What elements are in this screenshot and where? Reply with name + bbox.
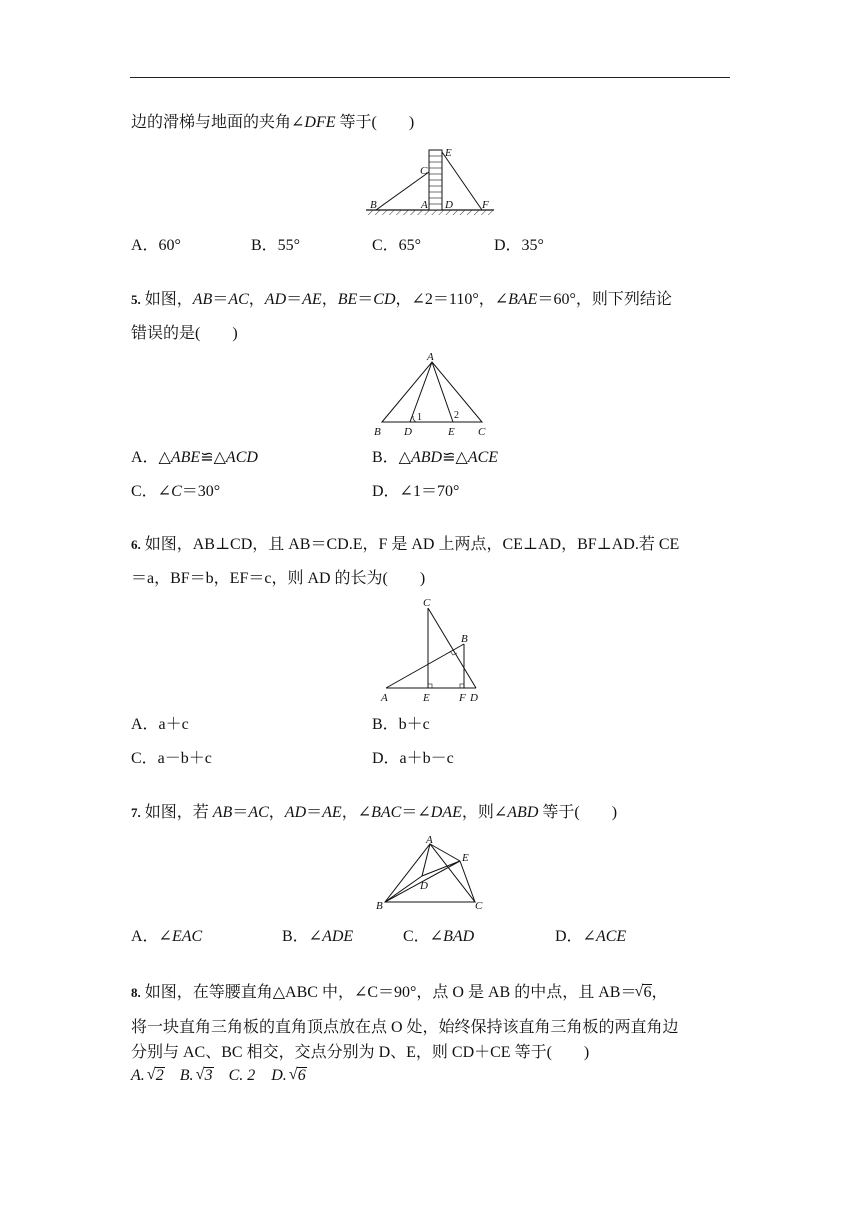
q5-label-E: E [448, 426, 455, 438]
q4-label-B: B [370, 199, 377, 211]
q6-label-B: B [461, 633, 468, 645]
q8-stem-line2: 将一块直角三角板的直角顶点放在点 O 处，始终保持该直角三角板的两直角边 [131, 1019, 679, 1036]
q5-label-2: 2 [454, 410, 459, 421]
q8-option-c: C. 2 [228, 1067, 256, 1084]
q7-label-E: E [462, 852, 469, 864]
q7-option-b: B．∠ADE [282, 928, 354, 945]
q4-label-E: E [445, 147, 452, 159]
q5-label-D: D [404, 426, 412, 438]
q4-label-A: A [421, 199, 428, 211]
q6-stem-line1: 6. 如图，AB⊥CD，且 AB＝CD.E，F 是 AD 上两点，CE⊥AD，BF⊥AD.若 CE [131, 536, 680, 553]
q4-option-d: D．35° [494, 237, 544, 254]
q6-option-b: B．b＋c [372, 716, 430, 733]
q6-stem-line2: ＝a，BF＝b，EF＝c，则 AD 的长为( ) [131, 570, 426, 587]
q5-stem-line2: 错误的是( ) [131, 325, 238, 342]
q5-option-d: D．∠1＝70° [372, 483, 460, 500]
q6-option-a: A．a＋c [131, 716, 189, 733]
q6-label-D: D [470, 692, 478, 704]
q4-label-D: D [445, 199, 453, 211]
q6-label-A: A [381, 692, 388, 704]
q7-label-B: B [376, 900, 383, 912]
q4-stem: 边的滑梯与地面的夹角∠DFE 等于( ) [131, 114, 415, 131]
q8-option-b: B. √ 3 [180, 1067, 213, 1084]
q4-label-F: F [482, 199, 489, 211]
q5-option-b: B．△ABD≌△ACE [372, 449, 499, 466]
q7-figure [370, 834, 490, 914]
q5-option-c: C．∠C＝30° [131, 483, 221, 500]
q6-figure [378, 596, 488, 706]
q7-option-a: A．∠EAC [131, 928, 203, 945]
q7-label-C: C [475, 900, 483, 912]
q8-stem-line1: 8. 如图，在等腰直角△ABC 中，∠C＝90°，点 O 是 AB 的中点，且 AB＝√ 6， [131, 985, 667, 1001]
q7-label-D: D [420, 880, 428, 892]
q5-label-1: 1 [417, 412, 422, 423]
q7-option-d: D．∠ACE [555, 928, 627, 945]
q5-label-C: C [478, 426, 486, 438]
q6-label-C: C [423, 597, 431, 609]
q4-label-C: C [420, 165, 428, 177]
q5-label-B: B [374, 426, 381, 438]
q5-stem-line1: 5. 如图，AB＝AC，AD＝AE，BE＝CD，∠2＝110°，∠BAE＝60°，则下列结论 [131, 291, 672, 308]
q8-option-a: A. √ 2 [131, 1067, 164, 1084]
q6-option-d: D．a＋b－c [372, 750, 454, 767]
q4-option-a: A．60° [131, 237, 181, 254]
q7-option-c: C．∠BAD [403, 928, 475, 945]
q8-option-d: D. √ 6 [271, 1067, 306, 1084]
q4-option-c: C．65° [372, 237, 422, 254]
q5-option-a: A．△ABE≌△ACD [131, 449, 258, 466]
q8-stem-line3: 分别与 AC、BC 相交，交点分别为 D、E，则 CD＋CE 等于( ) [131, 1044, 590, 1061]
q7-stem: 7. 如图，若 AB＝AC，AD＝AE，∠BAC＝∠DAE，则∠ABD 等于( ) [131, 804, 618, 821]
q4-figure [366, 146, 496, 218]
q8-options [131, 1068, 306, 1084]
q6-option-c: C．a－b＋c [131, 750, 212, 767]
q5-label-A: A [427, 351, 434, 363]
q5-figure [370, 350, 494, 440]
q4-option-b: B．55° [251, 237, 301, 254]
q6-label-E: E [423, 692, 430, 704]
q6-label-F: F [459, 692, 466, 704]
header-rule [130, 77, 730, 78]
q7-label-A: A [426, 834, 433, 846]
